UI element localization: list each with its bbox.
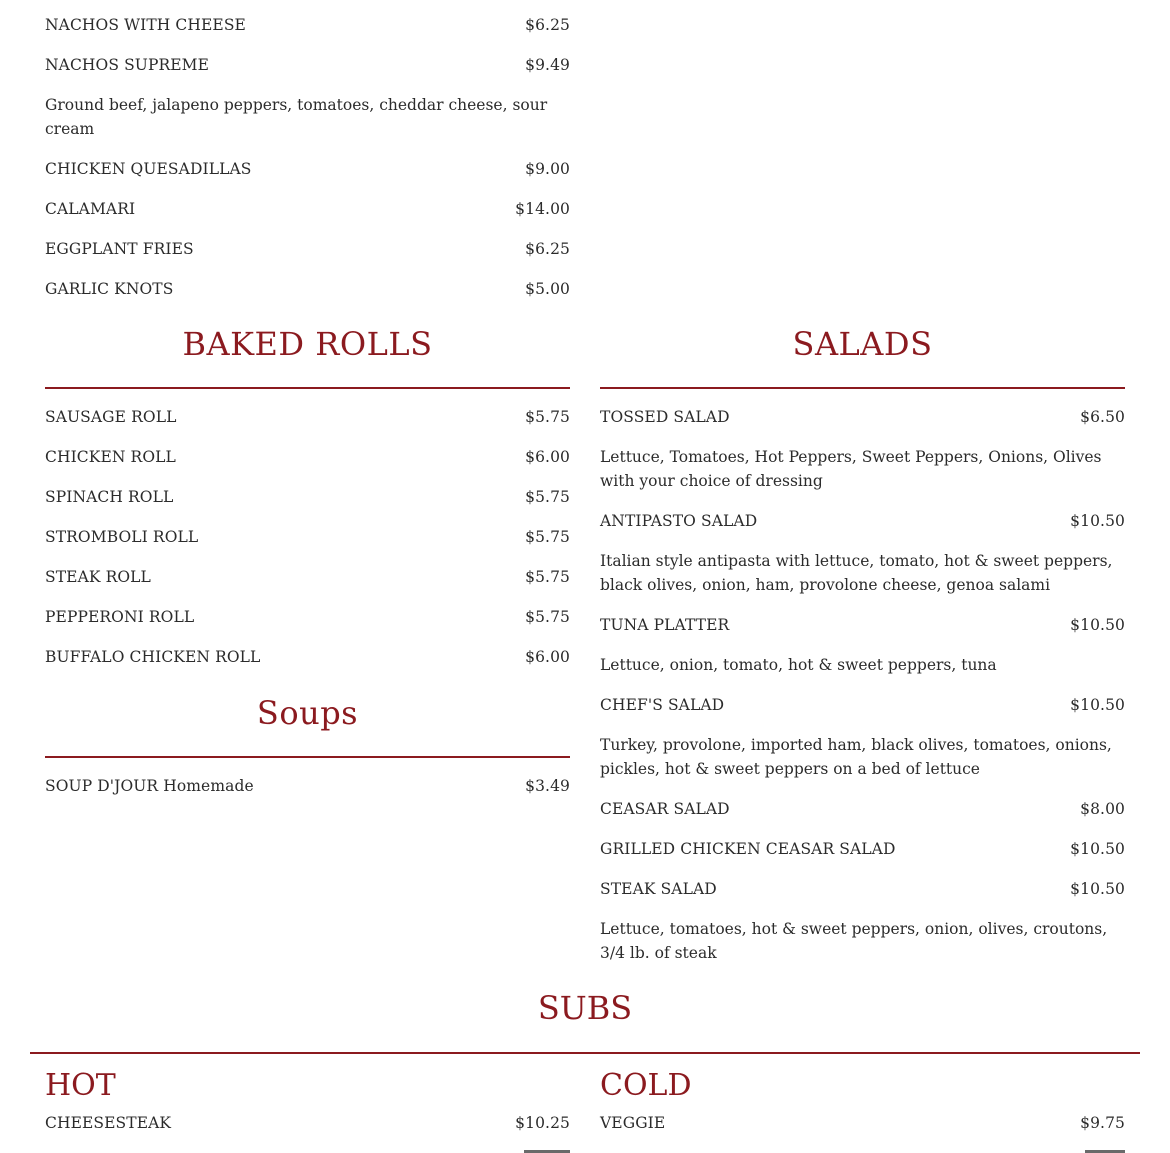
item-name: PEPPERONI ROLL [45,608,195,626]
item-price: $10.50 [1070,512,1125,530]
subsection-heading-cold: COLD [600,1068,692,1103]
item-name: CEASAR SALAD [600,800,730,818]
item-price: $5.75 [525,488,570,506]
item-price: $5.75 [525,608,570,626]
item-name: GRILLED CHICKEN CEASAR SALAD [600,840,896,858]
item-name: TOSSED SALAD [600,408,730,426]
item-description: Lettuce, Tomatoes, Hot Peppers, Sweet Peppers, Onions, Olives with your choice of dressing [600,448,1102,490]
item-price: $6.00 [525,648,570,666]
item-price: $3.49 [525,777,570,795]
item-name: NACHOS SUPREME [45,56,210,74]
section-heading-baked-rolls: BAKED ROLLS [182,325,433,363]
item-price: $6.00 [525,448,570,466]
section-divider [45,387,570,389]
item-name: ANTIPASTO SALAD [600,512,758,530]
item-name: SOUP D'JOUR Homemade [45,777,254,795]
item-name: SAUSAGE ROLL [45,408,177,426]
item-name: CHICKEN QUESADILLAS [45,160,252,178]
item-name: STEAK SALAD [600,880,717,898]
item-description: Turkey, provolone, imported ham, black olives, tomatoes, onions, pickles, hot & sweet peppers on a bed of lettuce [600,736,1112,778]
section-heading-soups: Soups [256,694,359,732]
item-price: $10.50 [1070,696,1125,714]
item-price: $10.25 [515,1114,570,1132]
item-name: GARLIC KNOTS [45,280,174,298]
item-price: $6.25 [525,240,570,258]
item-description: Italian style antipasta with lettuce, tomato, hot & sweet peppers, black olives, onion, ham, provolone cheese, genoa salami [600,552,1113,594]
section-heading-salads: SALADS [792,325,933,363]
item-description: Lettuce, onion, tomato, hot & sweet peppers, tuna [600,656,997,674]
subsection-heading-hot: HOT [45,1068,116,1103]
item-price: $6.50 [1080,408,1125,426]
item-name: CHICKEN ROLL [45,448,176,466]
item-name: CHEF'S SALAD [600,696,725,714]
item-description: Ground beef, jalapeno peppers, tomatoes, cheddar cheese, sour cream [45,96,548,138]
item-price: $9.00 [525,160,570,178]
item-price: $14.00 [515,200,570,218]
cut-off-row [600,1147,1125,1153]
item-name: STEAK ROLL [45,568,151,586]
item-name: NACHOS WITH CHEESE [45,16,246,34]
item-price: $10.50 [1070,616,1125,634]
section-heading-subs: SUBS [537,989,633,1027]
item-price: $5.75 [525,568,570,586]
item-price: $5.75 [525,408,570,426]
item-name: CHEESESTEAK [45,1114,172,1132]
item-name: SPINACH ROLL [45,488,174,506]
item-price: $5.00 [525,280,570,298]
section-divider [600,387,1125,389]
item-name: TUNA PLATTER [600,616,730,634]
item-name: VEGGIE [600,1114,666,1132]
item-price: $8.00 [1080,800,1125,818]
item-price: $5.75 [525,528,570,546]
item-name: STROMBOLI ROLL [45,528,199,546]
section-divider [30,1052,1140,1054]
item-price: $6.25 [525,16,570,34]
item-price: $9.75 [1080,1114,1125,1132]
item-name: BUFFALO CHICKEN ROLL [45,648,261,666]
item-name: CALAMARI [45,200,136,218]
item-description: Lettuce, tomatoes, hot & sweet peppers, onion, olives, croutons, 3/4 lb. of steak [600,920,1108,962]
item-price: $10.50 [1070,840,1125,858]
item-name: EGGPLANT FRIES [45,240,194,258]
item-price: $10.50 [1070,880,1125,898]
section-divider [45,756,570,758]
item-price: $9.49 [525,56,570,74]
cut-off-row [45,1147,570,1153]
